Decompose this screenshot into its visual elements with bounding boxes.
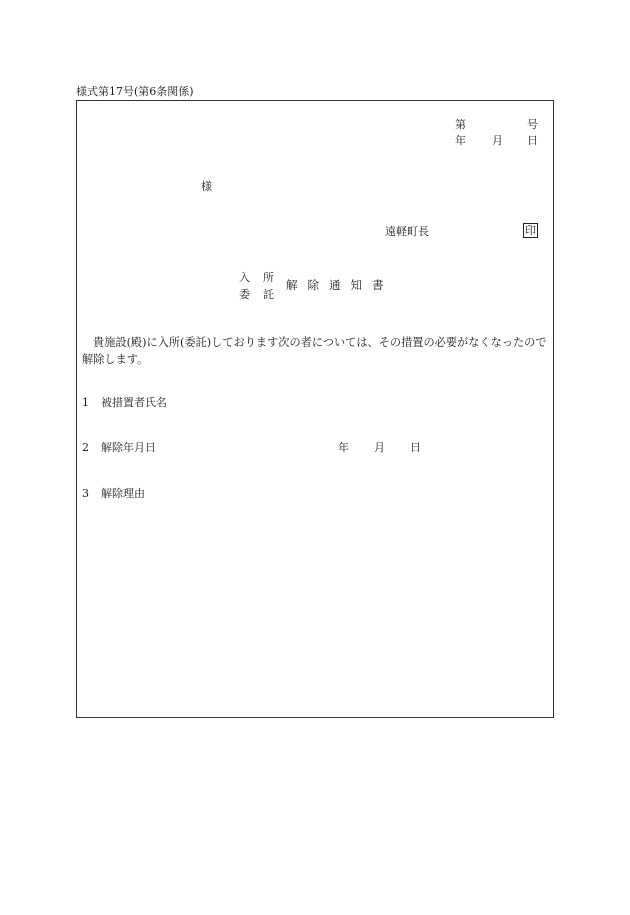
item-2-day: 日 [410, 441, 421, 454]
item-3-number: 3 [82, 487, 89, 500]
title-option-i: 委 [239, 288, 250, 301]
title-option-nyu: 入 [239, 271, 250, 284]
title-option-taku: 託 [263, 288, 274, 301]
document-frame [76, 100, 554, 718]
body-text: 貴施設(殿)に入所(委託)しております次の者については、その措置の必要がなくなったので解除します。 [82, 336, 547, 366]
title-option-sho: 所 [263, 271, 274, 284]
item-2-label: 解除年月日 [101, 441, 156, 454]
doc-number-prefix: 第 [455, 118, 466, 131]
item-2-year: 年 [338, 441, 349, 454]
item-1-label: 被措置者氏名 [101, 396, 167, 409]
seal-mark: 印 [525, 224, 536, 237]
item-2-number: 2 [82, 441, 89, 454]
sender-title: 遠軽町長 [385, 225, 429, 238]
doc-number-suffix: 号 [527, 118, 538, 131]
recipient-honorific: 様 [201, 180, 212, 193]
item-1-number: 1 [82, 396, 89, 409]
form-label: 様式第17号(第6条関係) [76, 85, 194, 98]
item-3-label: 解除理由 [101, 487, 145, 500]
document-title: 解除通知書 [286, 278, 394, 292]
date-day: 日 [527, 134, 538, 147]
date-month: 月 [492, 134, 503, 147]
item-2-month: 月 [374, 441, 385, 454]
date-year: 年 [455, 134, 466, 147]
